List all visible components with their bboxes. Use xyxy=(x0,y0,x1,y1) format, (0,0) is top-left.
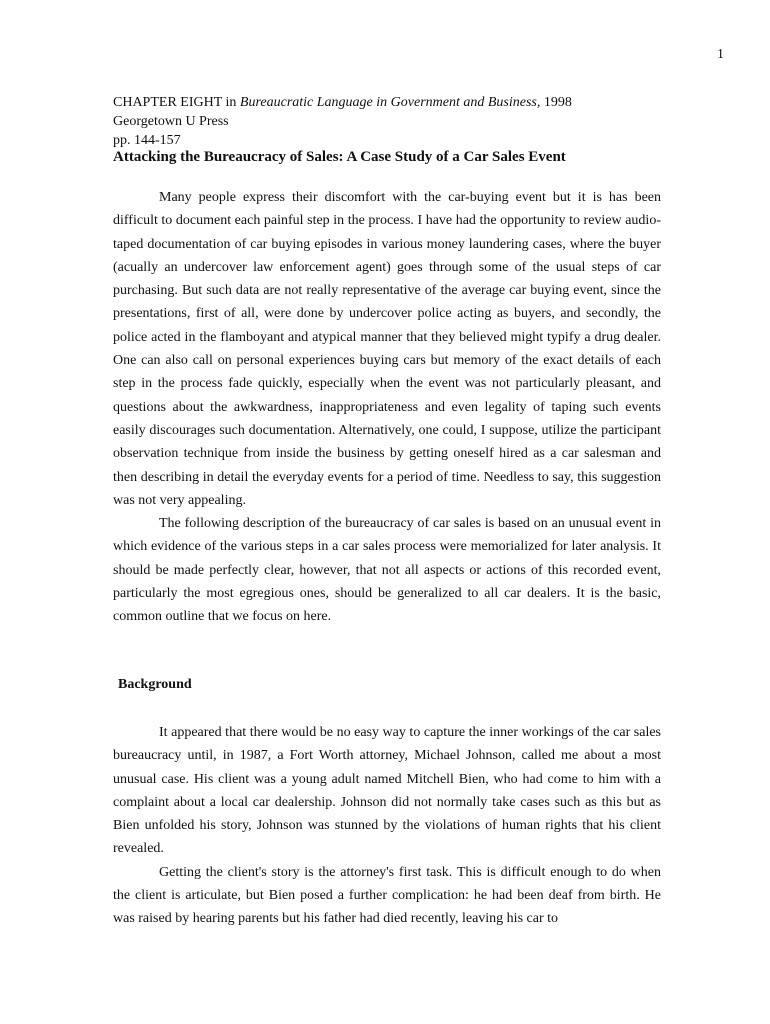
intro-section xyxy=(113,186,661,629)
intro-paragraph-2: The following description of the bureaucracy of car sales is based on an unusual event in which evidence of the various steps in a car sales process were memorialized for later analysis. It should be made perfectly clear, however, that not all aspects or actions of this recorded event, particularly the most egregious ones, should be generalized to all car dealers. It is the basic, common outline that we focus on here. xyxy=(113,516,661,625)
book-title: Bureaucratic Language in Government and Business, xyxy=(239,95,541,110)
publication-year: 1998 xyxy=(540,95,572,110)
citation-line-chapter xyxy=(113,93,673,112)
section-heading-background: Background xyxy=(118,677,192,692)
background-section xyxy=(113,721,661,931)
chapter-label: CHAPTER EIGHT in xyxy=(113,95,240,110)
intro-paragraph-1: Many people express their discomfort with the car-buying event but it is has been difficult to document each painful step in the process. I have had the opportunity to review audio-taped documentation of car buying episodes in various money laundering cases, where the buyer (acually an undercover law enforcement agent) goes through some of the usual steps of car purchasing. But such data are not really representative of the average car buying event, since the presentations, first of all, were done by undercover police acting as buyers, and secondly, the police acted in the flamboyant and atypical manner that they believed might typify a drug dealer. One can also call on personal experiences buying cars but memory of the exact details of each step in the process fade quickly, especially when the event was not particularly pleasant, and questions about the awkwardness, inappropriateness and even legality of taping such events easily discourages such documentation. Alternatively, one could, I suppose, utilize the participant observation technique from inside the business by getting oneself hired as a car salesman and then describing in detail the everyday events for a period of time. Needless to say, this suggestion was not very appealing. xyxy=(113,190,661,508)
citation-header xyxy=(113,93,673,150)
document-title: Attacking the Bureaucracy of Sales: A Case Study of a Car Sales Event xyxy=(113,149,566,165)
publisher: Georgetown U Press xyxy=(113,114,229,129)
page-range: pp. 144-157 xyxy=(113,133,181,148)
page-number: 1 xyxy=(717,47,724,62)
background-paragraph-1: It appeared that there would be no easy way to capture the inner workings of the car sales bureaucracy until, in 1987, a Fort Worth attorney, Michael Johnson, called me about a most unusual case. His client was a young adult named Mitchell Bien, who had come to him with a complaint about a local car dealership. Johnson did not normally take cases such as this but as Bien unfolded his story, Johnson was stunned by the violations of human rights that his client revealed. xyxy=(113,725,661,857)
background-paragraph-2: Getting the client's story is the attorney's first task. This is difficult enough to do when the client is articulate, but Bien posed a further complication: he had been deaf from birth. He was raised by hearing parents but his father had died recently, leaving his car to xyxy=(113,864,661,927)
